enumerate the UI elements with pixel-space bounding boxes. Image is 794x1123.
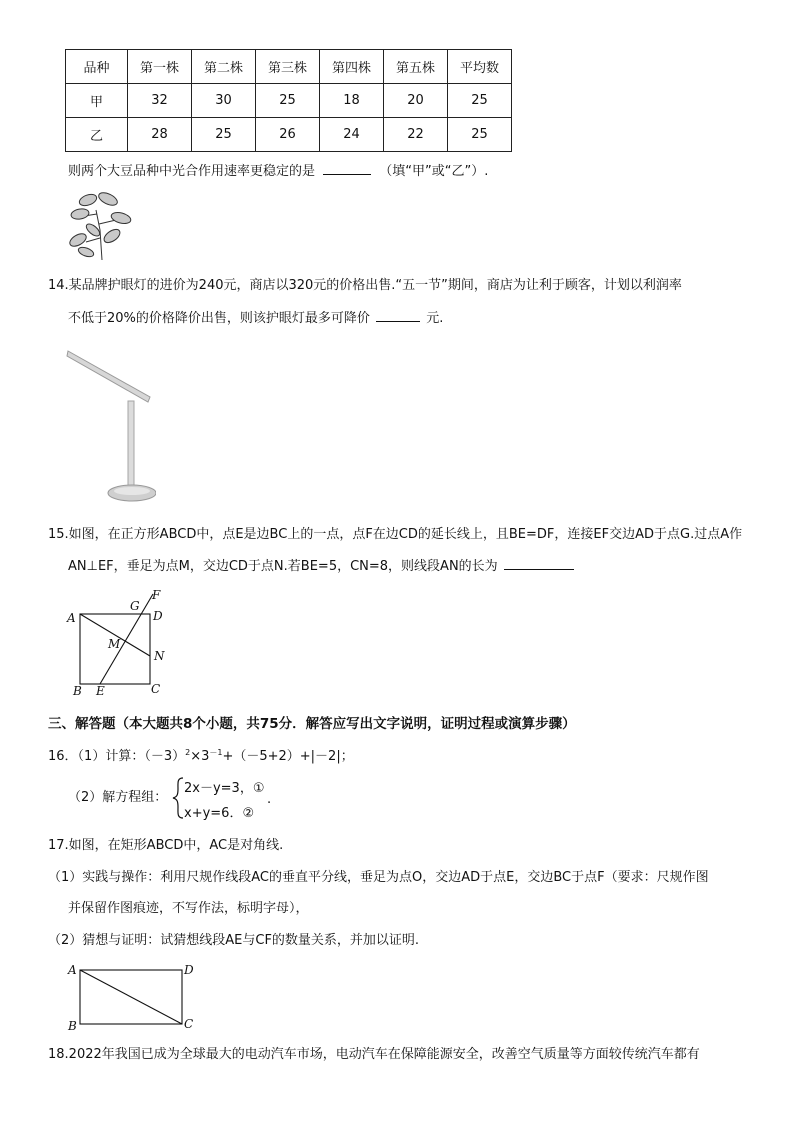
label-f: F — [152, 588, 161, 602]
table-cell: 20 — [384, 84, 448, 118]
q16-part1-mid: ×3 — [190, 749, 210, 764]
table-header-cell: 品种 — [66, 50, 128, 84]
q14-text-after: 元. — [426, 311, 444, 326]
equation-system-brace — [172, 777, 184, 819]
q17-line1: 17.如图，在矩形ABCD中，AC是对角线. — [48, 838, 284, 853]
q16-part1-prefix: 16．（1）计算：（－3） — [48, 749, 186, 764]
table-cell: 24 — [320, 118, 384, 152]
table-cell: 25 — [192, 118, 256, 152]
q15-line1: 15.如图，在正方形ABCD中，点E是边BC上的一点，点F在边CD的延长线上，且BE=DF，连接EF交边AD于点G.过点A作 — [48, 527, 743, 542]
table-cell: 28 — [128, 118, 192, 152]
diagonal-ac — [80, 970, 182, 1024]
q16-part2-label: （2）解方程组： — [68, 790, 168, 805]
rectangle-abcd-figure — [60, 960, 205, 1034]
desk-lamp-image — [66, 345, 156, 505]
soybean-data-table — [65, 49, 512, 152]
label-e: E — [96, 684, 105, 698]
q17-line4: （2）猜想与证明：试猜想线段AE与CF的数量关系，并加以证明. — [48, 933, 420, 948]
q13-text-after: （填“甲”或“乙”）. — [379, 164, 489, 179]
table-cell: 25 — [256, 84, 320, 118]
label-c: C — [184, 1017, 194, 1031]
equation-1: 2x－y=3，① — [184, 781, 265, 796]
q14-text: 不低于20%的价格降价出售，则该护眼灯最多可降价 — [68, 311, 370, 326]
table-row — [66, 118, 512, 152]
label-a: A — [67, 611, 76, 625]
q16-period: . — [267, 792, 272, 807]
label-b: B — [73, 684, 82, 698]
equation-2: x+y=6．② — [184, 806, 255, 821]
table-cell: 26 — [256, 118, 320, 152]
table-cell: 乙 — [66, 118, 128, 152]
table-header-cell: 第一株 — [128, 50, 192, 84]
q15-text: AN⊥EF，垂足为点M，交边CD于点N.若BE=5，CN=8，则线段AN的长为 — [68, 559, 498, 574]
label-d: D — [184, 963, 194, 977]
q14-answer-blank[interactable] — [376, 308, 420, 322]
label-b: B — [68, 1019, 77, 1033]
table-header-cell: 第五株 — [384, 50, 448, 84]
q13-text: 则两个大豆品种中光合作用速率更稳定的是 — [68, 164, 316, 179]
label-d: D — [153, 609, 163, 623]
label-a: A — [68, 963, 77, 977]
table-cell: 30 — [192, 84, 256, 118]
table-header-row — [66, 50, 512, 84]
q16-part1-suffix: +（－5+2）+|－2|； — [222, 749, 354, 764]
table-header-cell: 第三株 — [256, 50, 320, 84]
q17-line2: （1）实践与操作：利用尺规作线段AC的垂直平分线，垂足为点O，交边AD于点E，交边BC于点F（要求：尺规作图 — [48, 870, 709, 885]
table-cell: 25 — [448, 118, 512, 152]
table-cell: 18 — [320, 84, 384, 118]
q16-exponent-2: 2 — [185, 748, 191, 757]
label-c: C — [151, 682, 161, 696]
q17-line3: 并保留作图痕迹，不写作法，标明字母）， — [68, 901, 309, 916]
q14-line1: 14.某品牌护眼灯的进价为240元，商店以320元的价格出售.“五一节”期间，商店为让利于顾客，计划以利润率 — [48, 278, 682, 293]
q18-line1: 18.2022年我国已成为全球最大的电动汽车市场，电动汽车在保障能源安全，改善空气质量等方面较传统汽车都有 — [48, 1047, 700, 1062]
q16-exponent-neg1: －1 — [209, 748, 223, 757]
table-cell: 32 — [128, 84, 192, 118]
q14-line2 — [68, 308, 443, 329]
table-cell: 甲 — [66, 84, 128, 118]
square-abcd-figure — [60, 588, 180, 700]
section-3-title: 三、解答题（本大题共8个小题，共75分．解答应写出文字说明，证明过程或演算步骤） — [48, 716, 576, 732]
soybean-plant-image — [66, 190, 136, 262]
q13-fill-line — [68, 161, 488, 182]
table-header-cell: 第四株 — [320, 50, 384, 84]
label-n: N — [154, 649, 165, 663]
q15-line2 — [68, 556, 574, 577]
q15-answer-blank[interactable] — [504, 556, 574, 570]
label-m: M — [108, 637, 121, 651]
table-header-cell: 第二株 — [192, 50, 256, 84]
table-row — [66, 84, 512, 118]
label-g: G — [130, 599, 140, 613]
table-cell: 25 — [448, 84, 512, 118]
q13-answer-blank[interactable] — [323, 161, 371, 175]
table-header-cell: 平均数 — [448, 50, 512, 84]
q16-part1 — [48, 743, 354, 767]
table-cell: 22 — [384, 118, 448, 152]
